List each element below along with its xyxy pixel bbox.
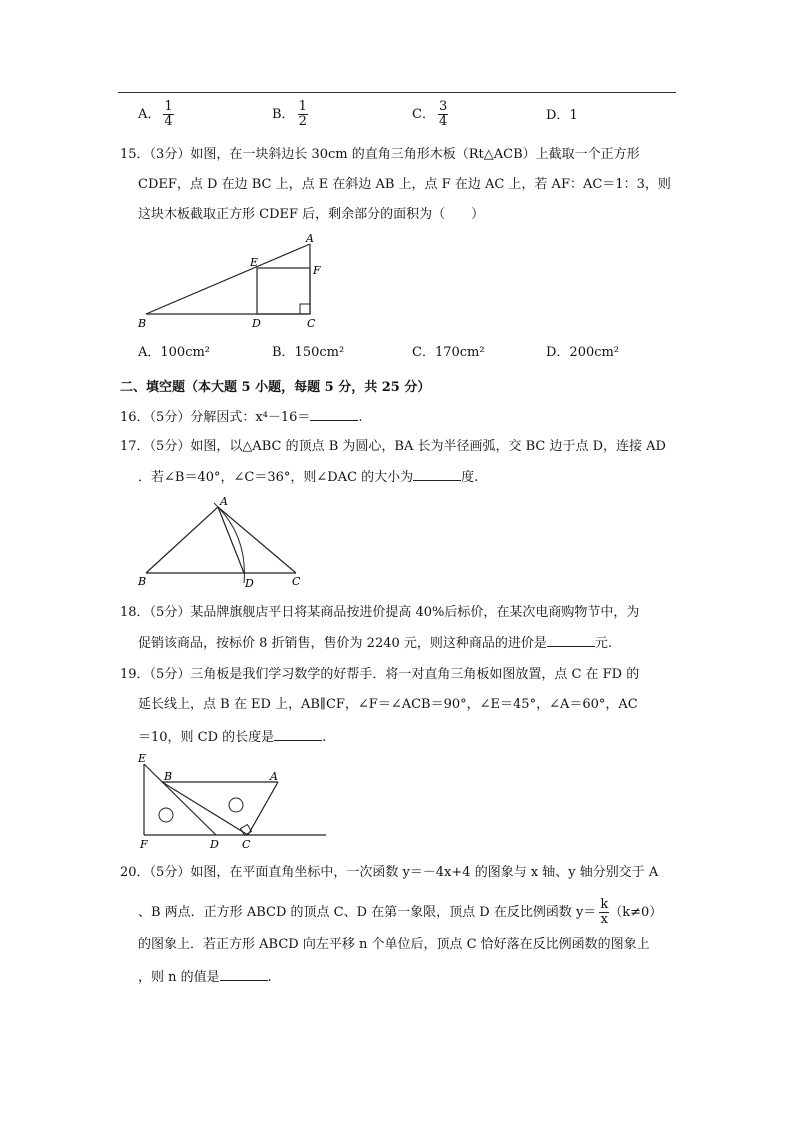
segment-ad bbox=[218, 507, 244, 573]
q15-option-c: C．170cm² bbox=[412, 345, 485, 360]
triangle-hole-2 bbox=[229, 798, 243, 812]
label-c: C bbox=[292, 575, 301, 588]
label-d: D bbox=[210, 838, 219, 851]
q15-line-2: CDEF，点 D 在边 BC 上，点 E 在斜边 AB 上，点 F 在边 AC 上，若 AF：AC＝1：3，则 bbox=[138, 177, 671, 192]
q15-option-b: B．150cm² bbox=[272, 345, 345, 360]
q20-line-1: 20．（5分）如图，在平面直角坐标中，一次函数 y＝－4x+4 的图象与 x 轴、y 轴分别交于 A bbox=[120, 865, 659, 880]
q17-figure bbox=[136, 495, 312, 589]
label-a: A bbox=[270, 770, 278, 783]
label-e: E bbox=[250, 256, 259, 269]
q17-line-1: 17．（5分）如图，以△ABC 的顶点 B 为圆心，BA 长为半径画弧，交 BC 边于点 D，连接 AD bbox=[120, 439, 666, 454]
label-b: B bbox=[138, 575, 147, 588]
triangle-hole-1 bbox=[159, 808, 173, 822]
square-cdef bbox=[257, 268, 310, 314]
q19-figure bbox=[132, 752, 332, 852]
segment-ed bbox=[144, 764, 216, 835]
q15-option-a: A．100cm² bbox=[138, 345, 211, 360]
q18-line-1: 18．（5分）某品牌旗舰店平日将某商品按进价提高 40%后标价，在某次电商购物节中，为 bbox=[120, 605, 640, 620]
label-a: A bbox=[220, 495, 228, 508]
q15-figure bbox=[130, 230, 330, 332]
q20-line-4: ，则 n 的值是 . bbox=[138, 970, 272, 985]
label-d: D bbox=[252, 317, 261, 330]
q17-line-2: ．若∠B＝40°，∠C＝36°，则∠DAC 的大小为 度. bbox=[138, 470, 479, 485]
q20-line-2: 、B 两点．正方形 ABCD 的顶点 C、D 在第一象限，顶点 D 在反比例函数 y＝ $\frac{k}{x}$ （k≠0） bbox=[138, 897, 663, 927]
segment-ac bbox=[218, 507, 296, 573]
label-b: B bbox=[164, 770, 173, 783]
right-angle-mark bbox=[300, 304, 310, 314]
q14-option-a: A． $\frac{1}{4}$ bbox=[138, 99, 173, 129]
section-2-title: 二、填空题（本大题 5 小题，每题 5 分，共 25 分） bbox=[120, 380, 431, 395]
q18-line-2: 促销该商品，按标价 8 折销售，售价为 2240 元，则这种商品的进价是 元. bbox=[138, 636, 613, 651]
label-d: D bbox=[245, 577, 254, 589]
q19-line-2: 延长线上，点 B 在 ED 上，AB∥CF，∠F＝∠ACB＝90°，∠E＝45°，∠A＝60°，AC bbox=[138, 697, 638, 712]
q15-line-1: 15．（3分）如图，在一块斜边长 30cm 的直角三角形木板（Rt△ACB）上截取一个正方形 bbox=[120, 147, 640, 162]
header-rule bbox=[118, 92, 676, 93]
q17-answer-blank[interactable] bbox=[413, 468, 461, 481]
q19-line-1: 19．（5分）三角板是我们学习数学的好帮手．将一对直角三角板如图放置，点 C 在 FD 的 bbox=[120, 667, 640, 682]
segment-ac bbox=[248, 782, 278, 835]
label-a: A bbox=[306, 232, 314, 245]
q20-line-3: 的图象上．若正方形 ABCD 向左平移 n 个单位后，顶点 C 恰好落在反比例函数的图象上 bbox=[138, 937, 650, 952]
q19-answer-blank[interactable] bbox=[274, 728, 322, 741]
q16-answer-blank[interactable] bbox=[310, 408, 358, 421]
label-c: C bbox=[307, 317, 316, 330]
q15-line-3: 这块木板截取正方形 CDEF 后，剩余部分的面积为（ ） bbox=[138, 207, 485, 222]
q14-option-c: C． $\frac{3}{4}$ bbox=[412, 99, 448, 129]
segment-bc bbox=[162, 782, 248, 835]
q19-line-3: ＝10，则 CD 的长度是 . bbox=[138, 730, 327, 745]
q20-answer-blank[interactable] bbox=[220, 968, 268, 981]
q16-line: 16．（5分）分解因式：x⁴－16＝ . bbox=[120, 410, 363, 425]
label-e: E bbox=[138, 752, 147, 765]
label-f: F bbox=[140, 838, 148, 851]
q15-option-d: D．200cm² bbox=[546, 345, 620, 360]
label-b: B bbox=[138, 317, 147, 330]
q18-answer-blank[interactable] bbox=[547, 634, 595, 647]
label-f: F bbox=[313, 264, 321, 277]
segment-ba bbox=[146, 244, 310, 314]
q14-option-b: B． $\frac{1}{2}$ bbox=[272, 99, 307, 129]
segment-ba bbox=[146, 507, 218, 573]
label-c: C bbox=[242, 838, 251, 851]
q14-option-d: D．1 bbox=[546, 108, 578, 123]
arc bbox=[214, 503, 244, 583]
